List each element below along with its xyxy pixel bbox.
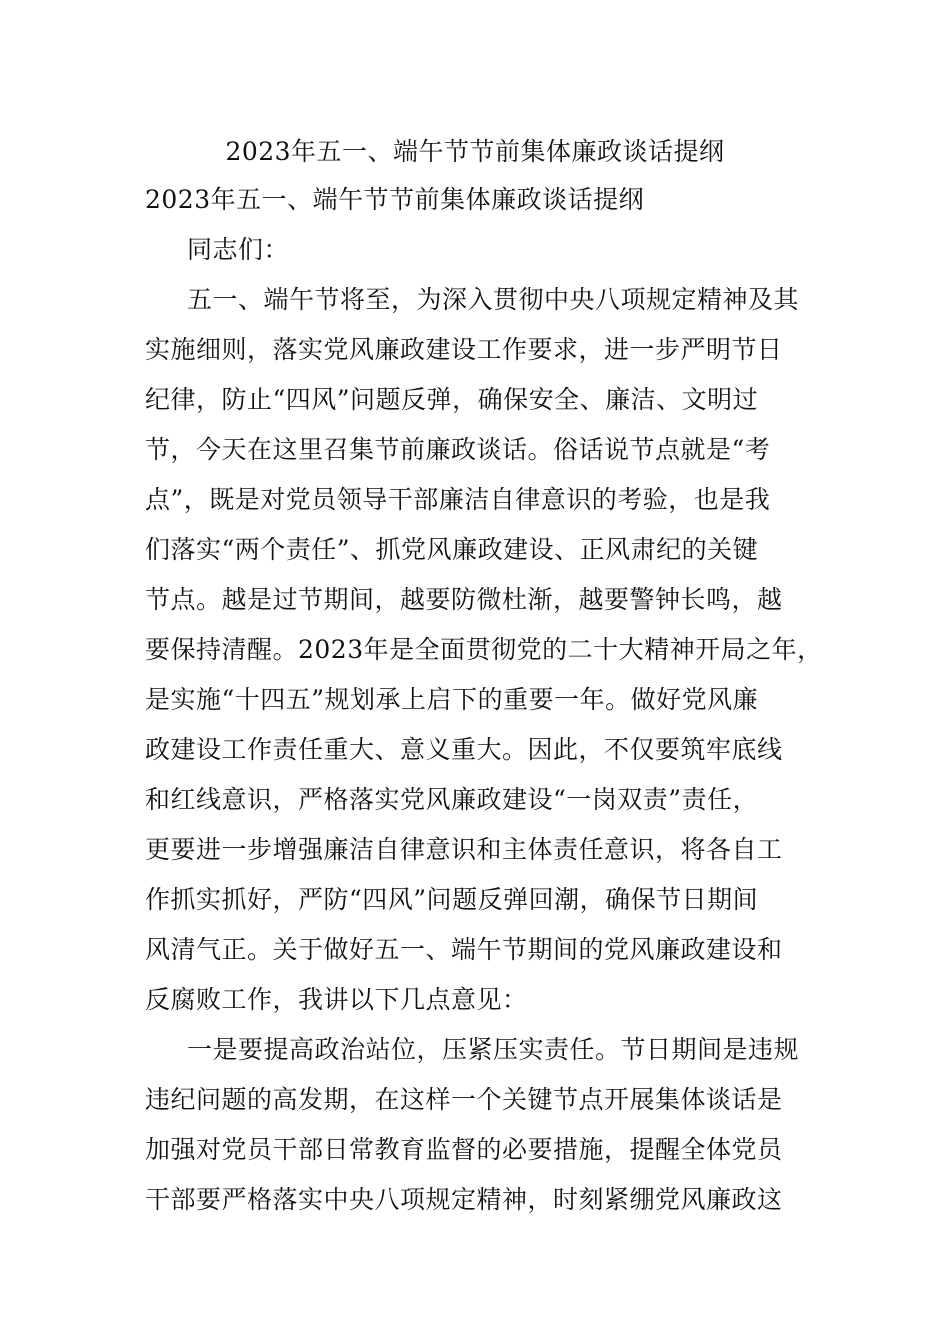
paragraph-line: 风清气正。关于做好五一、端午节期间的党风廉政建设和 bbox=[145, 935, 783, 964]
paragraph-line: 作抓实抓好，严防“四风”问题反弹回潮，确保节日期间 bbox=[145, 885, 759, 914]
paragraph-line: 一是要提高政治站位，压紧压实责任。节日期间是违规 bbox=[187, 1035, 800, 1064]
paragraph-line: 纪律，防止“四风”问题反弹，确保安全、廉洁、文明过 bbox=[145, 385, 759, 414]
document-subtitle: 2023年五一、端午节节前集体廉政谈话提纲 bbox=[145, 185, 645, 214]
paragraph-line: 违纪问题的高发期，在这样一个关键节点开展集体谈话是 bbox=[145, 1085, 783, 1114]
paragraph-line: 五一、端午节将至，为深入贯彻中央八项规定精神及其 bbox=[187, 285, 800, 314]
paragraph-line: 节点。越是过节期间，越要防微杜渐，越要警钟长鸣，越 bbox=[145, 585, 783, 614]
paragraph-line: 实施细则，落实党风廉政建设工作要求，进一步严明节日 bbox=[145, 335, 783, 364]
paragraph-line: 更要进一步增强廉洁自律意识和主体责任意识，将各自工 bbox=[145, 835, 783, 864]
paragraph-line: 要保持清醒。2023年是全面贯彻党的二十大精神开局之年， bbox=[145, 635, 823, 664]
paragraph-line: 政建设工作责任重大、意义重大。因此，不仅要筑牢底线 bbox=[145, 735, 783, 764]
paragraph-line: 和红线意识，严格落实党风廉政建设“一岗双责”责任， bbox=[145, 785, 759, 814]
document-title: 2023年五一、端午节节前集体廉政谈话提纲 bbox=[225, 137, 725, 166]
paragraph-line: 加强对党员干部日常教育监督的必要措施，提醒全体党员 bbox=[145, 1135, 783, 1164]
paragraph-line: 节，今天在这里召集节前廉政谈话。俗话说节点就是“考 bbox=[145, 435, 771, 464]
paragraph-line: 反腐败工作，我讲以下几点意见： bbox=[145, 985, 528, 1014]
paragraph-line: 们落实“两个责任”、抓党风廉政建设、正风肃纪的关键 bbox=[145, 535, 759, 564]
paragraph-line: 干部要严格落实中央八项规定精神，时刻紧绷党风廉政这 bbox=[145, 1185, 783, 1214]
salutation: 同志们： bbox=[187, 235, 290, 264]
paragraph-line: 点”，既是对党员领导干部廉洁自律意识的考验，也是我 bbox=[145, 485, 771, 514]
paragraph-line: 是实施“十四五”规划承上启下的重要一年。做好党风廉 bbox=[145, 685, 759, 714]
